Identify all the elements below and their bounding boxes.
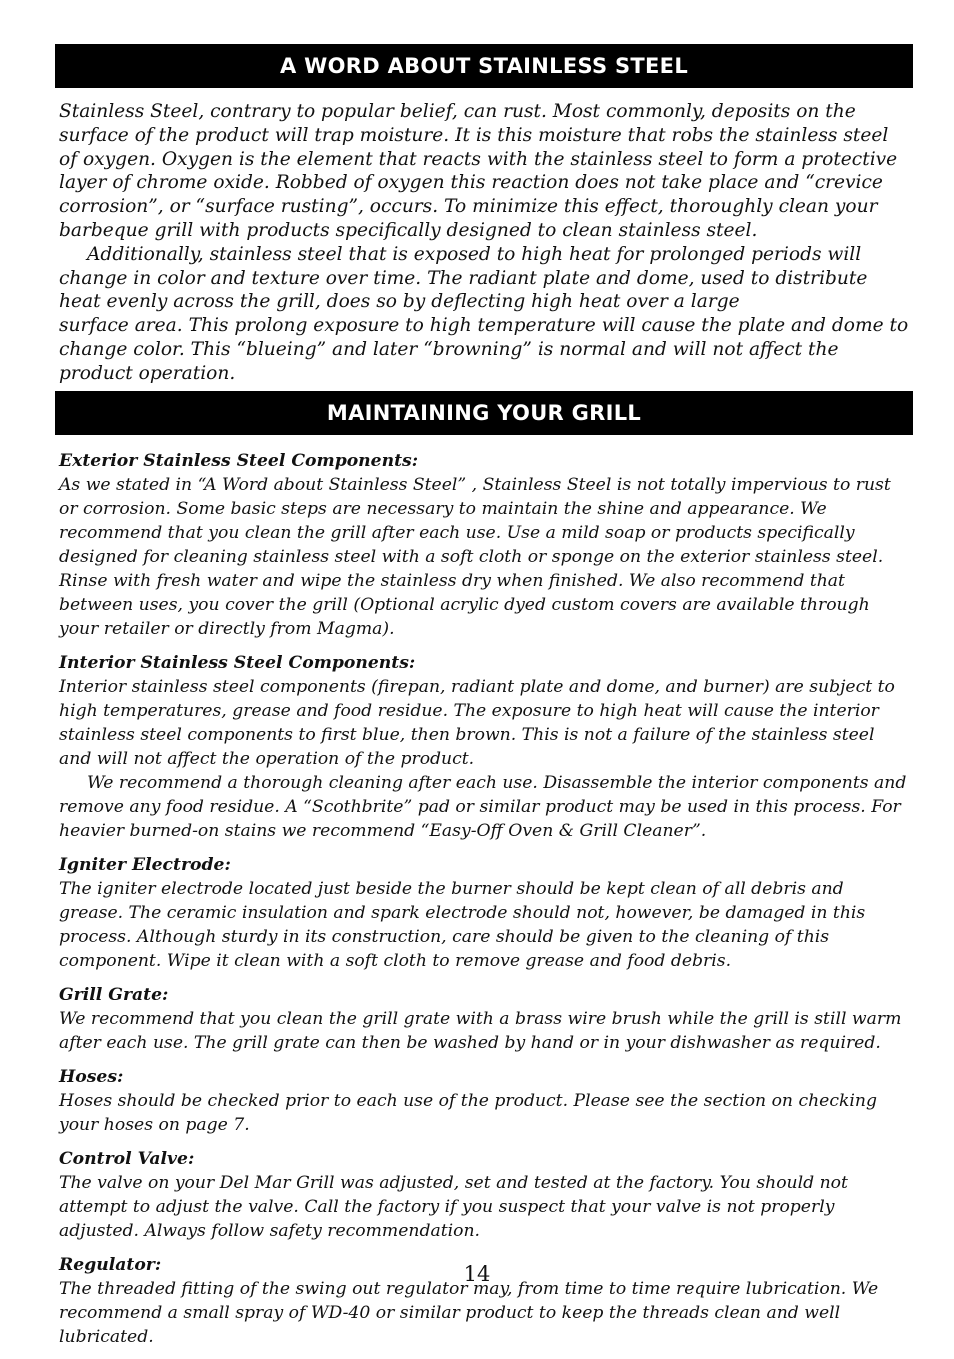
interior-section [59, 651, 911, 843]
section-banner-maintaining [55, 391, 913, 435]
paragraph: Additionally, stainless steel that is exposed to high heat for prolonged periods will change in color and texture over time. The radiant plate and dome, used to distribute heat evenly across the grill, does so by deflecting high heat over a large [59, 243, 868, 313]
stainless-steel-intro [59, 100, 911, 386]
section-banner-stainless-steel [55, 44, 913, 88]
paragraph: surface area. This prolong exposure to high temperature will cause the plate and dome to change color. This “blueing” and later “browning” is normal and will not affect the product operation. [59, 315, 909, 384]
valve-section [59, 1147, 911, 1243]
igniter-section [59, 853, 911, 973]
paragraph: Hoses should be checked prior to each use of the product. Please see the section on checking your hoses on page 7. [59, 1091, 877, 1135]
subsection-heading: Interior Stainless Steel Components: [59, 653, 416, 673]
maintenance-sections [59, 449, 911, 1359]
paragraph: Stainless Steel, contrary to popular belief, can rust. Most commonly, deposits on the surface of the product will trap moisture. It is this moisture that robs the stainless steel of oxygen. Oxygen is the element that reacts with the stainless steel to form a protective layer of chrome oxide. Robbed of oxygen this reaction does not take place and “crevice corrosion”, or “surface rusting”, occurs. To minimize this effect, thoroughly clean your barbeque grill with products specifically designed to clean stainless steel. [59, 101, 898, 241]
grate-section [59, 983, 911, 1055]
paragraph: Interior stainless steel components (firepan, radiant plate and dome, and burner) are subject to high temperatures, grease and food residue. The exposure to high heat will cause the interior stainless steel components to first blue, then brown. This is not a failure of the stainless steel and will not affect the operation of the product. [59, 677, 895, 769]
paragraph: The threaded fitting of the swing out regulator may, from time to time require lubrication. We recommend a small spray of WD-40 or similar product to keep the threads clean and well lubricated. [59, 1279, 879, 1347]
subsection-heading: Grill Grate: [59, 985, 169, 1005]
paragraph: The igniter electrode located just beside the burner should be kept clean of all debris and grease. The ceramic insulation and spark electrode should not, however, be damaged in this process. Although sturdy in its construction, care should be given to the cleaning of this component. Wipe it clean with a soft cloth to remove grease and food debris. [59, 879, 866, 971]
subsection-heading: Igniter Electrode: [59, 855, 231, 875]
subsection-heading: Exterior Stainless Steel Components: [59, 451, 419, 471]
page-number: 14 [463, 1262, 491, 1286]
paragraph: As we stated in “A Word about Stainless Steel” , Stainless Steel is not totally impervious to rust or corrosion. Some basic steps are necessary to maintain the shine and appearance. We recommend that you clean the grill after each use. Use a mild soap or products specifically designed for cleaning stainless steel with a soft cloth or sponge on the exterior stainless steel. Rinse with fresh water and wipe the stainless dry when finished. We also recommend that between uses, you cover the grill (Optional acrylic dyed custom covers are available through your retailer or directly from Magma). [59, 475, 891, 639]
paragraph: The valve on your Del Mar Grill was adjusted, set and tested at the factory. You should not attempt to adjust the valve. Call the factory if you suspect that your valve is not properly adjusted. Always follow safety recommendation. [59, 1173, 848, 1241]
paragraph: We recommend that you clean the grill grate with a brass wire brush while the grill is still warm after each use. The grill grate can then be washed by hand or in your dishwasher as required. [59, 1009, 902, 1053]
subsection-heading: Regulator: [59, 1255, 162, 1275]
section-title: A WORD ABOUT STAINLESS STEEL [279, 54, 688, 78]
section-title: MAINTAINING YOUR GRILL [326, 401, 642, 425]
paragraph: We recommend a thorough cleaning after each use. Disassemble the interior components and remove any food residue. A “Scothbrite” pad or similar product may be used in this process. For heavier burned-on stains we recommend “Easy-Off Oven & Grill Cleaner”. [59, 773, 907, 841]
subsection-heading: Hoses: [59, 1067, 124, 1087]
subsection-heading: Control Valve: [59, 1149, 195, 1169]
exterior-section [59, 449, 911, 641]
hoses-section [59, 1065, 911, 1137]
